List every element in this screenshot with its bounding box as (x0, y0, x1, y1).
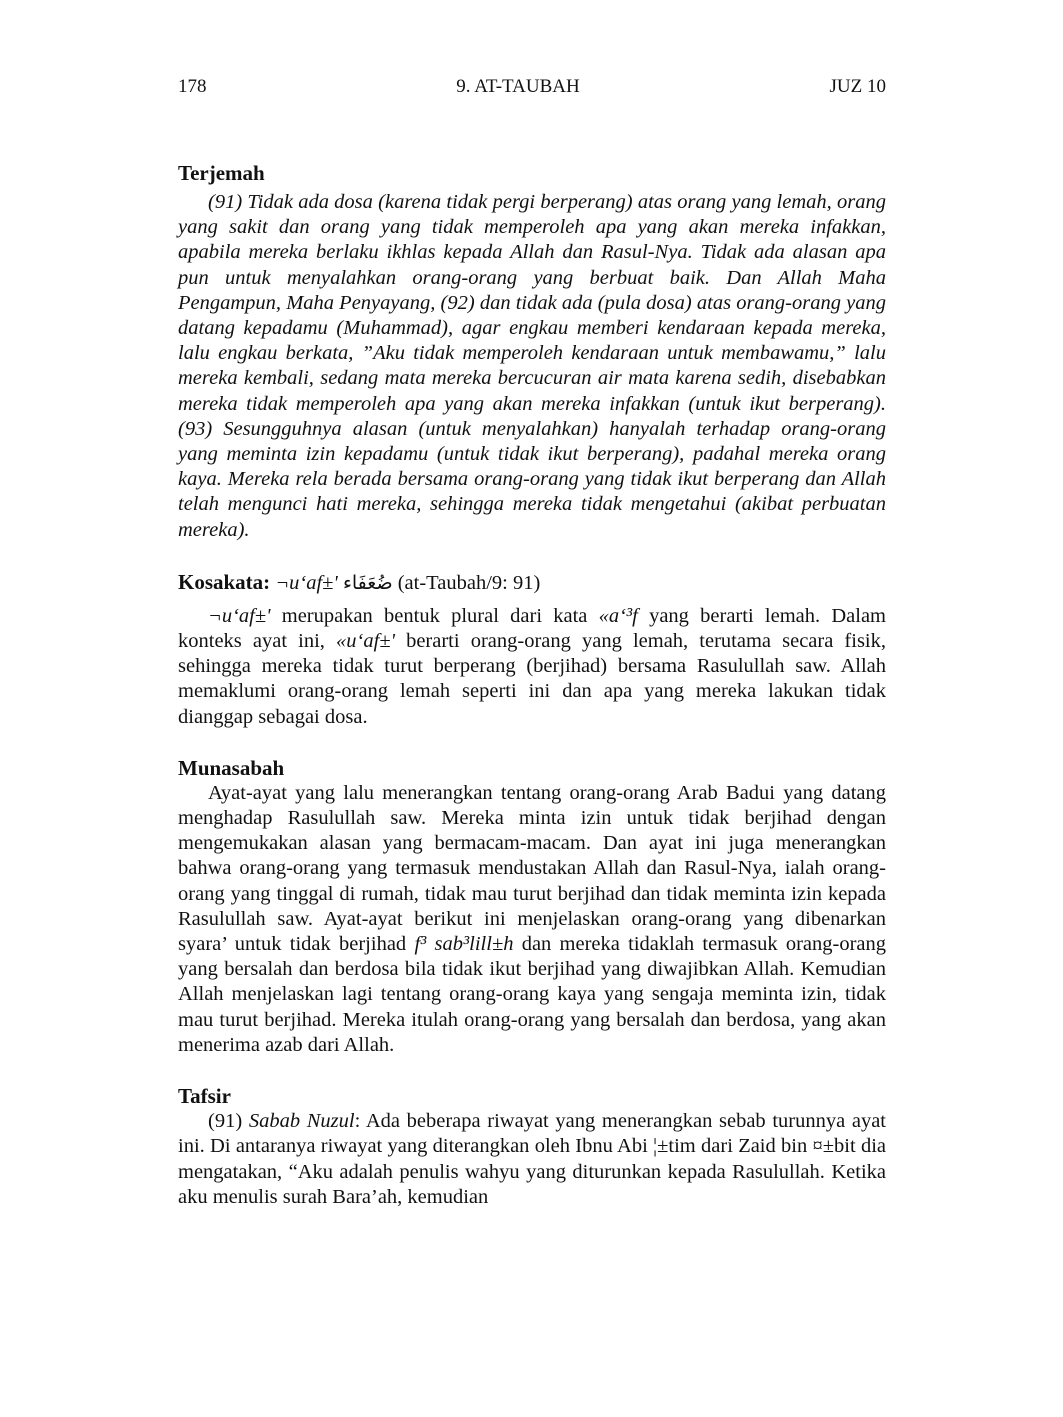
kosakata-text (178, 604, 886, 730)
kosakata-text-part: merupakan bentuk plural dari kata (270, 604, 599, 627)
juz-label: JUZ 10 (829, 76, 886, 97)
munasabah-text-part: Ayat-ayat yang lalu menerangkan tentang orang-orang Arab Badui yang datang menghadap Rasulullah saw. Mereka minta izin untuk tidak berjihad dengan mengemukakan alasan yang bermacam-macam. Dan ayat ini juga menerangkan bahwa orang-orang yang termasuk mendustakan Allah dan Rasul-Nya, ialah orang-orang yang tinggal di rumah, tidak mau turut berjihad dan tidak meminta izin kepada Rasulullah saw. Ayat-ayat berikut ini menjelaskan orang-orang yang dibenarkan syara’ untuk tidak berjihad (178, 781, 886, 956)
munasabah-text (178, 781, 886, 1058)
terjemah-heading: Terjemah (178, 161, 265, 185)
kosakata-context-term: «u‘af±' (336, 630, 395, 653)
terjemah-text: (91) Tidak ada dosa (karena tidak pergi berperang) atas orang yang lemah, orang yang sakit dan orang yang tidak memperoleh apa yang akan mereka infakkan, apabila mereka berlaku ikhlas kepada Allah dan Rasul-Nya. Tidak ada alasan apa pun untuk menyalahkan orang-orang yang berbuat baik. Dan Allah Maha Pengampun, Maha Penyayang, (92) dan tidak ada (pula dosa) atas orang-orang yang datang kepadamu (Muhammad), agar engkau memberi kendaraan kepada mereka, lalu engkau berkata, ”Aku tidak memperoleh kendaraan untuk membawamu,” lalu mereka kembali, sedang mata mereka bercucuran air mata karena sedih, disebabkan mereka tidak memperoleh apa yang akan mereka infakkan (untuk ikut berperang). (93) Sesungguhnya alasan (untuk menyalahkan) hanyalah terhadap orang-orang yang meminta izin kepadamu (untuk tidak ikut berperang), padahal mereka orang kaya. Mereka rela berada bersama orang-orang yang tidak ikut berperang dan Allah telah mengunci hati mereka, sehingga mereka tidak mengetahui (akibat perbuatan mereka). (178, 191, 886, 541)
kosakata-reference: (at-Taubah/9: 91) (397, 571, 541, 594)
kosakata-arabic: ضُعَفَاء (342, 571, 393, 594)
tafsir-text-part: : Ada beberapa riwayat yang menerangkan sebab turunnya ayat ini. Di antaranya riwayat yang diterangkan oleh Ibnu Abi ¦±tim dari Zaid bin ¤±bit dia mengatakan, “Aku adalah penulis wahyu yang diturunkan kepada Rasulullah. Ketika aku menulis surah Bara’ah, kemudian (178, 1110, 886, 1208)
kosakata-root-term: «a‘³f (598, 604, 638, 627)
page (178, 74, 886, 1210)
munasabah-text-part: dan mereka tidaklah termasuk orang-orang yang bersalah dan berdosa bila tidak ikut berjihad yang diwajibkan Allah. Kemudian Allah menjelaskan lagi tentang orang-orang kaya yang sengaja meminta izin, tidak mau turut berjihad. Mereka itulah orang-orang yang bersalah dan berdosa, yang akan menerima azab dari Allah. (178, 933, 886, 1056)
munasabah-heading: Munasabah (178, 755, 285, 780)
page-number: 178 (178, 76, 207, 97)
kosakata-text-term: ¬u‘af±' (208, 604, 271, 627)
kosakata-term: ¬u‘af±' (275, 571, 338, 594)
tafsir-text-part: (91) (208, 1110, 249, 1133)
chapter-title: 9. AT-TAUBAH (456, 76, 580, 97)
running-header (178, 74, 886, 100)
tafsir-text (178, 1109, 886, 1210)
tafsir-italic-term: Sabab Nuzul (248, 1110, 355, 1133)
tafsir-heading: Tafsir (178, 1084, 231, 1109)
munasabah-italic-term: f³ sab³lill±h (414, 933, 514, 956)
kosakata-line (178, 569, 886, 596)
kosakata-text-part: berarti orang-orang yang lemah, terutama secara fisik, sehingga mereka tidak turut berperang (berjihad) bersama Rasulullah saw. Allah memaklumi orang-orang lemah seperti ini dan apa yang mereka lakukan tidak dianggap sebagai dosa. (178, 630, 887, 728)
kosakata-label: Kosakata: (178, 569, 271, 594)
kosakata-text-part: yang berarti lemah. Dalam konteks ayat ini, (178, 604, 886, 653)
